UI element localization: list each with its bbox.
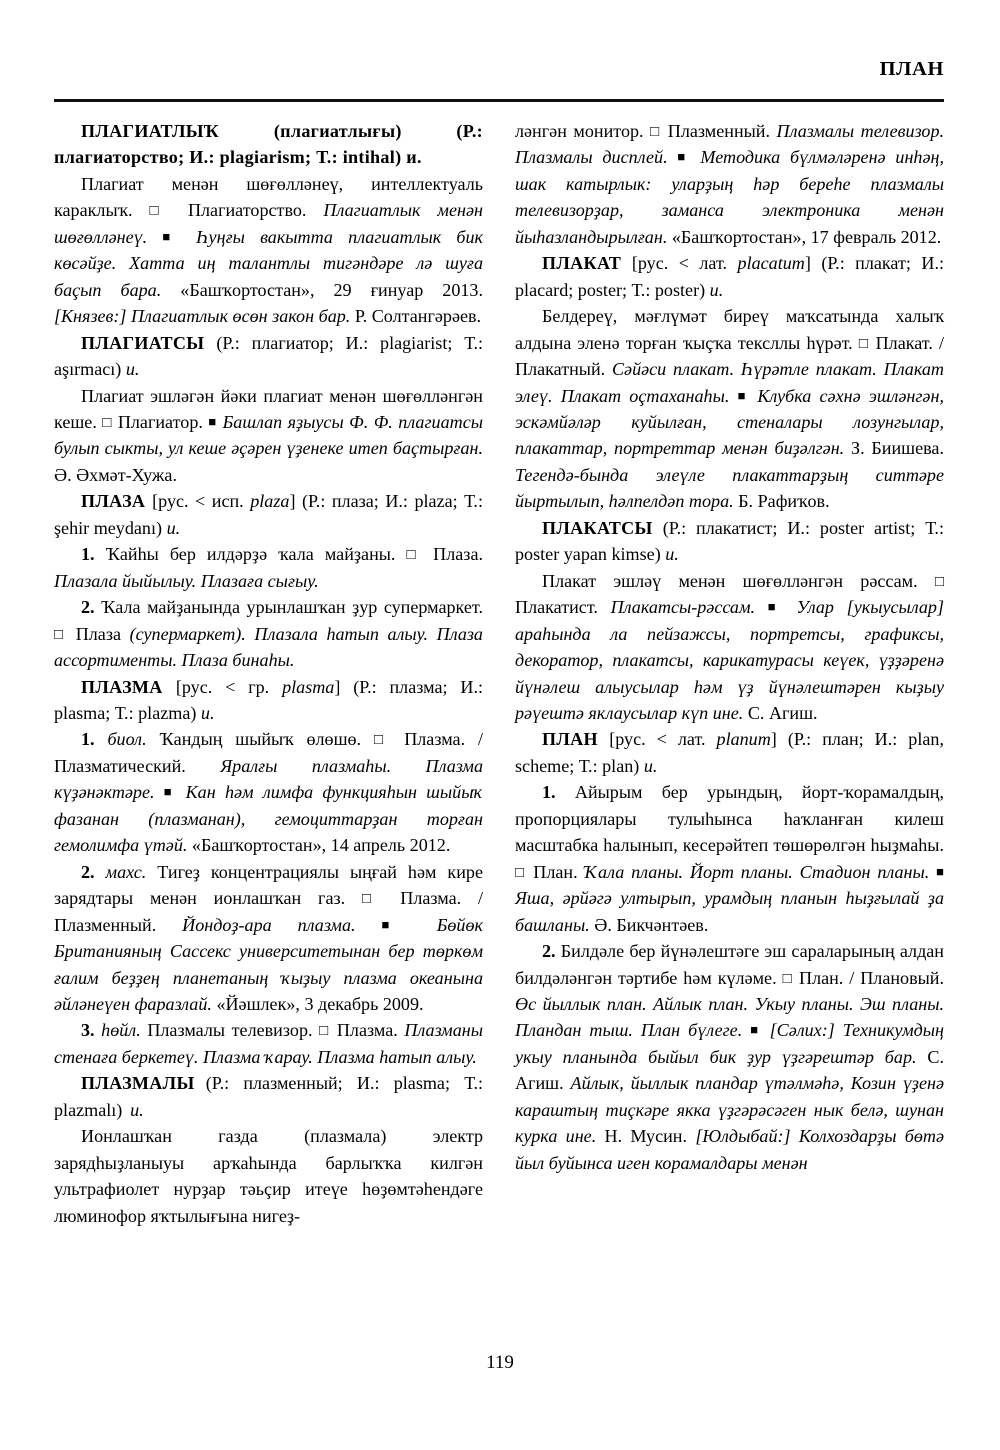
entry-plazmaly-head xyxy=(54,1070,483,1123)
open-square-icon: □ xyxy=(650,124,662,140)
filled-square-icon: ■ xyxy=(750,1022,762,1038)
example: Плазманы стенаға беркетеү. Плазма ҡарау. Плазма һатып алыу. xyxy=(54,1020,484,1067)
headword-plakat: ПЛАКАТ xyxy=(542,253,632,274)
example: Өс йыллык план. Айлык план. Укыу планы. Эш планы. Пландан тыш. План бүлеге. xyxy=(515,993,944,1041)
entry-plagiatsy-body xyxy=(54,383,483,489)
filled-square-icon: ■ xyxy=(677,149,691,165)
quote-source: Б. Рафиҡов. xyxy=(738,491,830,512)
right-column xyxy=(515,118,944,1328)
example: Йондоҙ-ара плазма. xyxy=(182,914,382,935)
definition: Тигеҙ концентрациялы ыңғай һәм кире зарядтары менән ионлашҡан газ. xyxy=(54,861,483,909)
filled-square-icon: ■ xyxy=(737,387,750,403)
etymology-source-word: plasma xyxy=(282,676,335,697)
definition: Ҡандың шыйыҡ өлөшө. xyxy=(146,729,374,750)
glosses: (Р.: плакатист; И.: poster artist; Т.: poster yapan kimse) xyxy=(515,517,944,565)
quote: Айлык, йыллык пландар үтәлмәһә, Козин үҙенә караштың тиçкәре якка үҙгәрәсәген нык белә, шунан курка ине. xyxy=(515,1073,944,1147)
headword-plakatsy: ПЛАКАТСЫ xyxy=(542,517,663,538)
quote-source: «Башҡортостан», 14 апрель 2012. xyxy=(191,835,451,856)
quote: Яша, әрйәгә ултырып, урамдың планын һыҙғылай ҙа башланы. xyxy=(515,888,944,935)
quote: Улар [укыусылар] араһында ла пейзажсы, портретсы, графиксы, декоратор, плакатсы, карикатурасы кеүек, үҙҙәренә йүнәлеш алыусылар һәм үҙ йүнәлештәрен кыҙыу рәүештә яклаусылар күп ине. xyxy=(515,597,945,723)
headword-plagiatlyk: ПЛАГИАТЛЫҠ (плагиатлығы) (Р.: плагиаторство; И.: plagiarism; Т.: intihal) и. xyxy=(54,121,483,168)
etymology-close: ] xyxy=(770,729,788,750)
translation: Плакат. / Плакатный. xyxy=(515,332,945,380)
etymology-source-word: placatum xyxy=(737,253,805,274)
sense-number: 2. xyxy=(81,597,95,618)
quote-source: З. Биишева. xyxy=(851,438,944,459)
quote-source: С. Агиш. xyxy=(515,1046,944,1094)
entry-plakatsy-body xyxy=(515,568,944,727)
open-square-icon: □ xyxy=(319,1023,331,1040)
entry-plagiatlyk-head xyxy=(54,118,483,171)
filled-square-icon: ■ xyxy=(936,863,945,879)
translation: Плазма. xyxy=(336,1020,405,1041)
quote: Клубка сәхнә эшләнгән, эскәмйәләр куйылған, стеналары лозунгылар, плакаттар, портреттар менән биҙәлгән. xyxy=(515,385,944,459)
example: Ҡала планы. Йорт планы. Стадион планы. xyxy=(584,861,937,882)
part-of-speech: и. xyxy=(665,544,679,565)
headword-plagiatsy: ПЛАГИАТСЫ xyxy=(81,332,217,353)
definition: Ҡайһы бер илдәрҙә ҡала майҙаны. xyxy=(94,544,407,565)
glosses: (Р.: плазма; И.: plasma; Т.: plazma) xyxy=(54,676,483,723)
headword-plazmaly: ПЛАЗМАЛЫ xyxy=(81,1073,206,1094)
example: Плазала һатып алыу. Плаза ассортименты. Плаза бинаһы. xyxy=(54,623,483,671)
sense-number: 3. xyxy=(81,1020,95,1041)
open-square-icon: □ xyxy=(54,626,68,643)
open-square-icon: □ xyxy=(515,864,527,881)
entry-plaza-head xyxy=(54,488,483,541)
quote-source: «Йәшлек», 3 декабрь 2009. xyxy=(216,993,424,1014)
quote: Методика бүлмәләренә инһәң, шак катырлык: уларҙың һәр береһе плазмалы телевизорҙар, заманса электроника менән йыһазландырылған. xyxy=(515,147,944,247)
running-head: ПЛАН xyxy=(879,58,944,80)
example: Плагиатлык менән шөғөлләнеү. xyxy=(54,200,483,247)
filled-square-icon: ■ xyxy=(381,916,411,932)
sense-number: 1. xyxy=(81,544,95,565)
text-columns xyxy=(54,118,944,1328)
etymology: [рус. < гр. xyxy=(175,676,283,697)
usage-label: һөйл. xyxy=(94,1020,141,1041)
open-square-icon: □ xyxy=(934,573,944,590)
quote: [Юлдыбай:] Колхоздарҙы бөтә йыл буйынса иген корамалдары менән xyxy=(515,1126,944,1173)
open-square-icon: □ xyxy=(362,891,384,908)
entry-plan-sense-1 xyxy=(515,779,944,938)
usage-label: махс. xyxy=(94,861,147,882)
quote-source: «Башҡортостан», 29 ғинуар 2013. xyxy=(180,279,483,300)
open-square-icon: □ xyxy=(858,335,870,352)
quote: Бөйөк Британияның Сассекс университетынан бер төркөм ғалим беҙҙең планетаның ҡыҙыу плазма океанына әйләнеүен фаразлай. xyxy=(54,914,483,1014)
entry-plakat-body xyxy=(515,303,944,515)
glosses: (Р.: план; И.: plan, scheme; Т.: plan) xyxy=(515,729,944,776)
entry-plazma-sense-2 xyxy=(54,859,483,1018)
quote-source: Ә. Әхмәт-Хужа. xyxy=(54,464,177,485)
etymology-source-word: planum xyxy=(716,729,771,750)
etymology: [рус. < лат. xyxy=(609,729,717,750)
page-number: 119 xyxy=(486,1352,514,1373)
definition: Плакат эшләү менән шөғөлләнгән рәссам. xyxy=(542,570,935,591)
definition: Ҡала майҙанында урынлашҡан ҙур супермаркет. xyxy=(94,597,483,618)
entry-plazma-head xyxy=(54,674,483,727)
header-rule xyxy=(54,99,944,102)
quote-source: Н. Мусин. xyxy=(604,1126,696,1147)
entry-plaza-sense-1 xyxy=(54,541,483,594)
example: Плазала йыйылыу. Плазаға сығыу. xyxy=(54,570,319,591)
glosses: (Р.: плазменный; И.: plasma; Т.: plazmalı) xyxy=(54,1073,483,1120)
entry-plazma-sense-1 xyxy=(54,726,483,858)
quote-source: Ә. Бикчәнтәев. xyxy=(594,914,709,935)
etymology: [рус. < лат. xyxy=(631,253,738,274)
etymology: [рус. < исп. xyxy=(152,491,251,512)
open-square-icon: □ xyxy=(406,547,423,564)
translation: Плагиаторство. xyxy=(187,200,324,221)
open-square-icon: □ xyxy=(373,732,392,749)
etymology-close: ] xyxy=(334,676,354,697)
open-square-icon: □ xyxy=(782,970,794,987)
translation: Плазменный. xyxy=(667,121,777,141)
quote: [Сәлих:] Техникумдың укыу планында быйыл бик ҙур үҙгәрештәр бар. xyxy=(515,1020,945,1067)
translation: Плагиатор. xyxy=(117,411,209,432)
example: Сәйәси плакат. Һүрәтле плакат. Плакат элеү. Плакат оçтаханаһы. xyxy=(515,359,944,406)
translation: Плаза xyxy=(75,623,130,644)
entry-plagiatlyk-body xyxy=(54,171,483,330)
entry-plakatsy-head xyxy=(515,515,944,568)
translation: План. / Плановый. xyxy=(799,967,945,988)
open-square-icon: □ xyxy=(149,203,171,220)
open-square-icon: □ xyxy=(102,414,113,431)
filled-square-icon: ■ xyxy=(163,784,177,800)
translation: Плакатист. xyxy=(515,597,611,618)
example: Плазмалы телевизор. Плазмалы дисплей. xyxy=(515,121,945,168)
part-of-speech: и. xyxy=(643,755,658,776)
definition: Плагиат эшләгән йәки плагиат менән шөғөлләнгән кеше. xyxy=(54,385,483,432)
translation: Плазма. / Плазматический. xyxy=(54,729,483,776)
sense-number: 2. xyxy=(81,861,95,882)
part-of-speech: и. xyxy=(130,1099,144,1120)
filled-square-icon: ■ xyxy=(162,228,181,244)
headword-plan: ПЛАН xyxy=(542,729,610,750)
glosses: (Р.: плакат; И.: placard; poster; Т.: poster) xyxy=(515,253,944,300)
definition: Плагиат менән шөғөлләнеү, интеллектуаль караклыҡ. xyxy=(54,173,483,221)
glosses: (Р.: плаза; И.: plaza; Т.: şehir meydanı) xyxy=(54,491,483,538)
entry-plazmaly-body-cont xyxy=(515,118,944,250)
definition: Айырым бер урындың, йорт-ҡорамалдың, пропорциялары тулыһынса һаҡланған килеш масштабка һалынып, кесерәйтеп төшөрөлгән һыҙмаһы. xyxy=(515,782,944,856)
entry-plagiatsy-head xyxy=(54,330,483,383)
filled-square-icon: ■ xyxy=(767,599,784,615)
example: Плакатсы-рәссам. xyxy=(610,597,768,618)
sense-number: 1. xyxy=(542,782,556,803)
headword-plazma: ПЛАЗМА xyxy=(81,676,176,697)
entry-plazmaly-body-start xyxy=(54,1123,483,1229)
quote: [Князев:] Плагиатлык өсөн закон бар. xyxy=(54,306,355,327)
definition: Плазмалы телевизор. xyxy=(140,1020,320,1041)
example: Яралғы плазмаһы. Плазма күҙәнәктәре. xyxy=(54,755,483,803)
filled-square-icon: ■ xyxy=(208,413,218,429)
etymology-close: ] xyxy=(289,491,302,512)
etymology-close: ] xyxy=(804,253,822,274)
quote-source: С. Агиш. xyxy=(747,702,818,723)
part-of-speech: и. xyxy=(200,702,215,723)
entry-plazma-sense-3 xyxy=(54,1017,483,1070)
translation: Плазма. / Плазменный. xyxy=(54,888,484,935)
etymology-source-word: plaza xyxy=(250,491,290,512)
definition: Ионлашҡан газда (плазмала) электр зарядһыҙланыуы арҡаһында барлыҡҡа килгән ультрафиолет нурҙар тәьçир итеүе һөҙөмтәһендәге люминофор яҡтылығына нигеҙ- xyxy=(54,1126,483,1226)
entry-plan-head xyxy=(515,726,944,779)
translation: Плаза. xyxy=(433,544,484,565)
left-column xyxy=(54,118,483,1328)
entry-plakat-head xyxy=(515,250,944,303)
quote-source: Р. Солтангәрәев. xyxy=(354,306,482,327)
translation: План. xyxy=(533,861,585,882)
translation-note: (супермаркет). xyxy=(129,623,255,644)
quote: Һуңғы вакытта плагиатлык бик көсәйҙе. Хатта иң талантлы тигәндәре лә шуға баçып бара. xyxy=(54,226,483,300)
entry-plan-sense-2 xyxy=(515,938,944,1176)
quote-source: «Башҡортостан», 17 февраль 2012. xyxy=(671,226,942,247)
entry-plaza-sense-2 xyxy=(54,594,483,673)
quote: Тегендә-бында элеүле плакаттарҙың ситтәре йыртылып, һәлпелдәп тора. xyxy=(515,464,944,512)
sense-number: 2. xyxy=(542,941,556,962)
definition-continued: ләнгән монитор. xyxy=(515,121,651,141)
quote: Кан һәм лимфа функцияһын шыйыҡ фазанан (плазманан), гемоциттарҙан торған гемолимфа үтәй. xyxy=(54,782,483,856)
part-of-speech: и. xyxy=(166,517,181,538)
glosses: (Р.: плагиатор; И.: plagiarist; Т.: aşırmacı) xyxy=(54,332,483,380)
part-of-speech: и. xyxy=(709,279,724,300)
sense-number: 1. xyxy=(81,729,95,750)
part-of-speech: и. xyxy=(125,359,140,380)
quote: Башлап яҙыусы Ф. Ф. плагиатсы булып сыкты, ул кеше әçәрен үҙенеке итеп баçтырған. xyxy=(54,411,483,459)
definition: Белдереү, мәғлүмәт биреү маҡсатында халыҡ алдына эленә торған ҡыçҡа тексллы һүрәт. xyxy=(515,306,944,353)
headword-plaza: ПЛАЗА xyxy=(81,491,153,512)
definition: Билдәле бер йүнәлештәге эш сараларының алдан билдәләнгән тәртибе һәм күләме. xyxy=(515,941,944,988)
usage-label: биол. xyxy=(94,729,147,750)
